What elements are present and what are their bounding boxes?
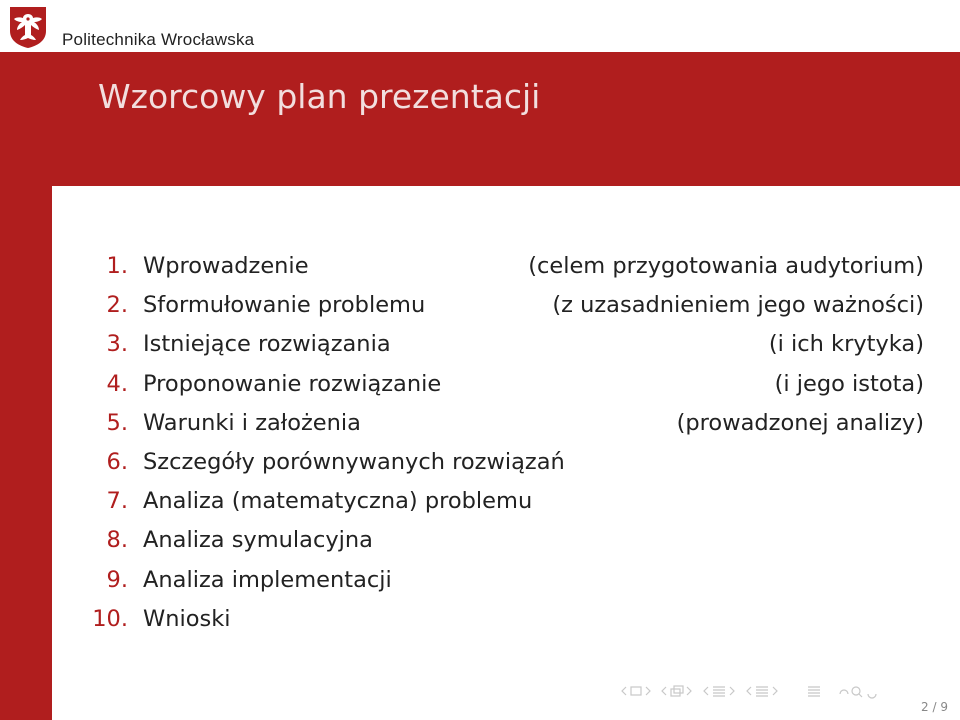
subsection-icon[interactable] <box>671 686 683 696</box>
item-label: Wprowadzenie <box>143 253 309 279</box>
item-number: 6. <box>106 448 128 475</box>
university-name: Politechnika Wrocławska <box>62 30 255 49</box>
list-item <box>80 523 924 562</box>
university-logo <box>8 5 48 49</box>
toc-icon[interactable] <box>808 687 820 696</box>
frame-title: Wzorcowy plan prezentacji <box>98 77 541 116</box>
section-prev-icon[interactable] <box>704 687 708 695</box>
list-item <box>80 367 924 406</box>
item-number: 2. <box>106 292 128 319</box>
item-label: Analiza (matematyczna) problemu <box>143 488 533 515</box>
list-item <box>80 288 924 327</box>
list-item <box>80 327 924 366</box>
header <box>0 0 960 52</box>
item-label: Proponowanie rozwiązanie <box>143 370 442 397</box>
item-label: Warunki i założenia <box>143 409 361 436</box>
page-counter: 2 / 9 <box>921 700 948 714</box>
list-item <box>80 445 924 484</box>
item-label: Sformułowanie problemu <box>143 292 426 319</box>
frame-title-bar <box>52 52 960 186</box>
left-sidebar-bar <box>0 52 52 720</box>
beamer-navigation <box>620 683 950 699</box>
list-item <box>80 484 924 523</box>
item-label: Istniejące rozwiązania <box>143 331 391 358</box>
list-item <box>80 249 924 288</box>
frame-prev-icon[interactable] <box>622 687 626 695</box>
subsection-next-icon[interactable] <box>687 687 691 695</box>
item-number: 7. <box>106 488 128 515</box>
forward-icon[interactable] <box>868 694 876 698</box>
item-label: Szczegóły porównywanych rozwiązań <box>143 448 565 475</box>
list-item <box>80 563 924 602</box>
item-label: Analiza implementacji <box>143 566 392 593</box>
item-label: Wnioski <box>143 605 231 632</box>
list-item <box>80 406 924 445</box>
back-icon[interactable] <box>840 690 848 694</box>
item-number: 4. <box>106 370 128 397</box>
search-icon[interactable] <box>852 687 862 697</box>
presentation-plan-list <box>80 249 924 641</box>
item-number: 10. <box>92 605 128 632</box>
frame-icon[interactable] <box>631 687 641 695</box>
section-next-icon[interactable] <box>730 687 734 695</box>
item-number: 9. <box>106 566 128 593</box>
item-number: 5. <box>106 409 128 436</box>
item-number: 1. <box>106 253 128 279</box>
item-note: (i ich krytyka) <box>768 331 924 358</box>
item-label: Analiza symulacyjna <box>143 527 373 554</box>
item-note: (celem przygotowania audytorium) <box>528 253 924 279</box>
frame-next-icon[interactable] <box>646 687 650 695</box>
section-icon[interactable] <box>713 687 725 696</box>
list-item <box>80 602 924 641</box>
subsection-prev-icon[interactable] <box>662 687 666 695</box>
item-note: (i jego istota) <box>774 370 924 397</box>
item-number: 3. <box>106 331 128 358</box>
document-prev-icon[interactable] <box>747 687 751 695</box>
document-next-icon[interactable] <box>773 687 777 695</box>
item-number: 8. <box>106 527 128 554</box>
item-note: (prowadzonej analizy) <box>676 409 924 436</box>
item-note: (z uzasadnieniem jego ważności) <box>552 292 924 319</box>
document-icon[interactable] <box>756 687 768 696</box>
